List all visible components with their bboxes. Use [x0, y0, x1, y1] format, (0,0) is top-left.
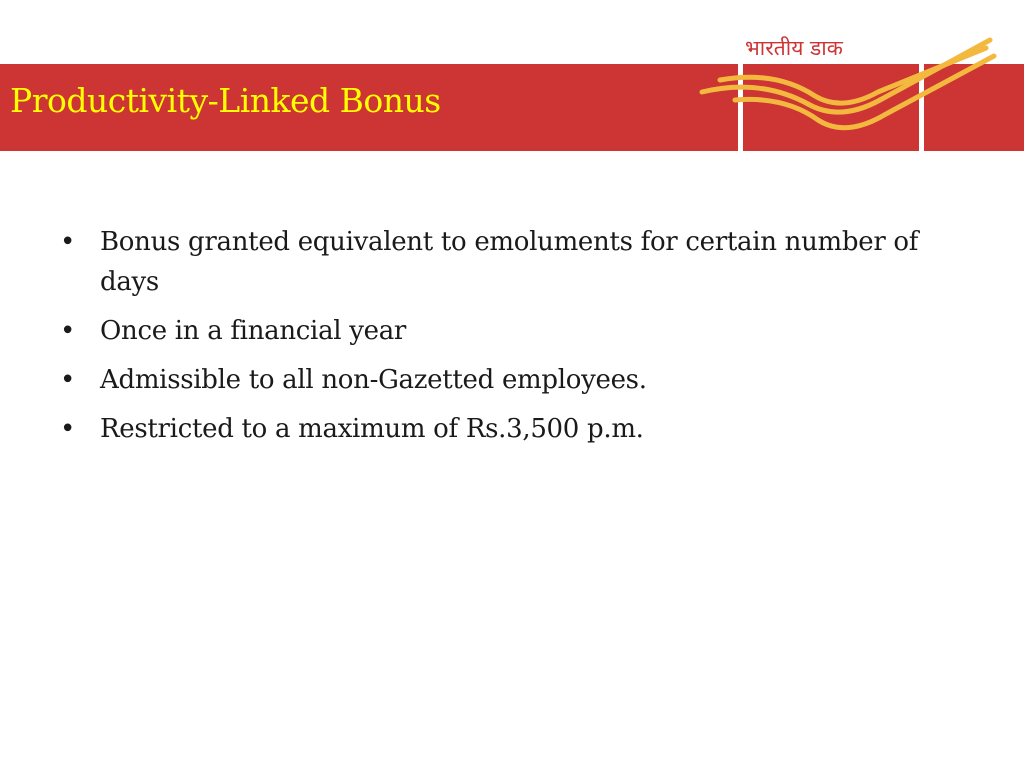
bullet-text: Restricted to a maximum of Rs.3,500 p.m. [100, 414, 644, 444]
india-post-logo [690, 0, 1024, 151]
logo-text: भारतीय डाक [745, 36, 843, 60]
bullet-text: Bonus granted equivalent to emoluments for certain number of days [100, 227, 919, 297]
bullet-text: Admissible to all non-Gazetted employees. [100, 365, 647, 395]
bullet-dot: • [60, 365, 76, 395]
bullet-dot: • [60, 316, 76, 346]
slide-title: Productivity-Linked Bonus [10, 81, 441, 120]
bullet-text: Once in a financial year [100, 316, 407, 346]
bullet-item [60, 311, 960, 351]
bullet-item [60, 222, 960, 302]
bullet-item [60, 360, 960, 400]
bullet-dot: • [60, 227, 76, 257]
bullet-list [60, 222, 960, 458]
bullet-dot: • [60, 414, 76, 444]
bullet-item [60, 409, 960, 449]
